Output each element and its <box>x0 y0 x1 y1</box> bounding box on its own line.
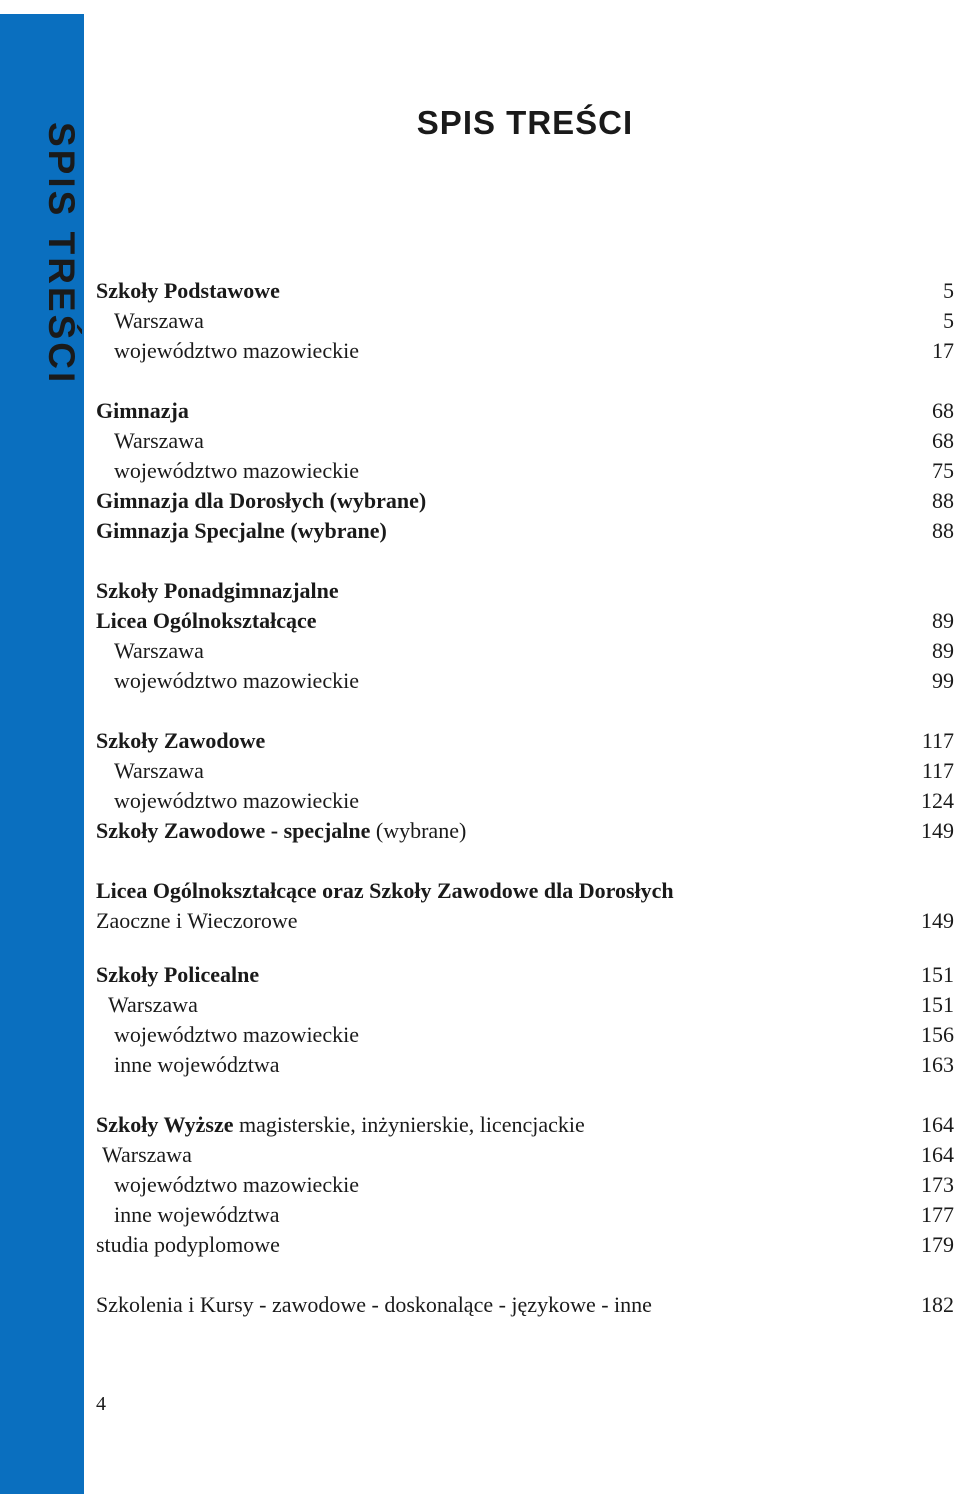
toc-page: 99 <box>932 668 954 693</box>
toc-page: 88 <box>932 518 954 543</box>
toc-page: 68 <box>932 428 954 453</box>
toc-label: Zaoczne i Wieczorowe <box>96 908 298 933</box>
toc-page: 149 <box>921 818 954 843</box>
toc-entry-wyzsze-podyplomowe[interactable] <box>96 1230 954 1260</box>
toc-entry-gimnazja-mazowieckie[interactable] <box>96 456 954 486</box>
toc-entry-wyzsze-warszawa[interactable] <box>96 1140 954 1170</box>
toc-page: 182 <box>921 1292 954 1317</box>
toc-page: 117 <box>921 728 954 753</box>
toc-entry-policealne-warszawa[interactable] <box>96 990 954 1020</box>
toc-label: Warszawa <box>114 428 204 453</box>
toc-label: Licea Ogólnokształcące <box>96 608 317 633</box>
toc-page: 179 <box>921 1232 954 1257</box>
toc-entry-zawodowe-warszawa[interactable] <box>96 756 954 786</box>
toc-section-ponadgimnazjalne <box>96 576 954 606</box>
toc-entry-gimnazja-specjalne[interactable] <box>96 516 954 546</box>
toc-page: 149 <box>921 908 954 933</box>
toc-entry-podstawowe-warszawa[interactable] <box>96 306 954 336</box>
toc-page: 88 <box>932 488 954 513</box>
toc-section-dorosli <box>96 876 954 906</box>
table-of-contents <box>96 276 954 1320</box>
toc-entry-gimnazja-dorosli[interactable] <box>96 486 954 516</box>
toc-page: 89 <box>932 638 954 663</box>
toc-label: Warszawa <box>114 758 204 783</box>
toc-label: inne województwa <box>114 1202 280 1227</box>
sidebar-title: SPIS TREŚCI <box>41 122 82 386</box>
toc-entry-zawodowe-mazowieckie[interactable] <box>96 786 954 816</box>
toc-entry-wyzsze-inne[interactable] <box>96 1200 954 1230</box>
toc-label: województwo mazowieckie <box>114 458 359 483</box>
toc-page: 151 <box>921 992 954 1017</box>
sidebar-band <box>0 14 84 1494</box>
toc-label: województwo mazowieckie <box>114 668 359 693</box>
toc-entry-podstawowe-mazowieckie[interactable] <box>96 336 954 366</box>
toc-page: 173 <box>921 1172 954 1197</box>
toc-entry-licea-mazowieckie[interactable] <box>96 666 954 696</box>
toc-label: Licea Ogólnokształcące oraz Szkoły Zawodowe dla Dorosłych <box>96 878 674 903</box>
toc-entry-gimnazja-warszawa[interactable] <box>96 426 954 456</box>
toc-entry-zawodowe-specjalne[interactable] <box>96 816 954 846</box>
toc-label-rest: (wybrane) <box>375 818 467 843</box>
toc-entry-wyzsze[interactable] <box>96 1110 954 1140</box>
toc-label: Warszawa <box>108 992 198 1017</box>
toc-label: Gimnazja dla Dorosłych (wybrane) <box>96 488 427 513</box>
toc-label: Szkoły Zawodowe <box>96 728 266 753</box>
toc-page: 124 <box>921 788 954 813</box>
toc-page: 68 <box>932 398 954 423</box>
toc-label <box>96 816 466 846</box>
toc-entry-kursy[interactable] <box>96 1290 954 1320</box>
toc-page: 156 <box>921 1022 954 1047</box>
toc-label-bold: Szkoły Zawodowe - specjalne <box>96 818 371 843</box>
toc-label: Gimnazja <box>96 398 189 423</box>
toc-entry-podstawowe[interactable] <box>96 276 954 306</box>
toc-label: Szkoły Podstawowe <box>96 278 280 303</box>
toc-page: 75 <box>932 458 954 483</box>
page-title: SPIS TREŚCI <box>416 104 634 141</box>
toc-page: 89 <box>932 608 954 633</box>
toc-page: 5 <box>943 278 954 303</box>
toc-entry-policealne-inne[interactable] <box>96 1050 954 1080</box>
toc-page: 17 <box>932 338 954 363</box>
toc-label-rest: magisterskie, inżynierskie, licencjackie <box>239 1112 585 1137</box>
toc-entry-zawodowe[interactable] <box>96 726 954 756</box>
toc-page: 163 <box>921 1052 954 1077</box>
toc-entry-policealne-mazowieckie[interactable] <box>96 1020 954 1050</box>
toc-entry-wyzsze-mazowieckie[interactable] <box>96 1170 954 1200</box>
toc-entry-licea-warszawa[interactable] <box>96 636 954 666</box>
toc-entry-policealne[interactable] <box>96 960 954 990</box>
page-number: 4 <box>96 1393 106 1415</box>
toc-label: Warszawa <box>114 638 204 663</box>
toc-label: Warszawa <box>114 308 204 333</box>
toc-label <box>96 1110 585 1140</box>
toc-label-bold: Szkoły Wyższe <box>96 1112 234 1137</box>
toc-label: Szkoły Ponadgimnazjalne <box>96 578 339 603</box>
toc-page: 117 <box>921 758 954 783</box>
toc-label: Gimnazja Specjalne (wybrane) <box>96 518 387 543</box>
toc-page: 164 <box>921 1112 954 1137</box>
toc-label: Szkoły Policealne <box>96 962 260 987</box>
toc-label: Warszawa <box>102 1142 192 1167</box>
toc-page: 5 <box>943 308 954 333</box>
toc-label: studia podyplomowe <box>96 1232 280 1257</box>
toc-entry-dorosli-zaoczne[interactable] <box>96 906 954 936</box>
toc-label: województwo mazowieckie <box>114 788 359 813</box>
toc-entry-licea[interactable] <box>96 606 954 636</box>
toc-label: Szkolenia i Kursy - zawodowe - doskonalące - językowe - inne <box>96 1292 652 1317</box>
toc-label: województwo mazowieckie <box>114 1172 359 1197</box>
toc-label: województwo mazowieckie <box>114 338 359 363</box>
toc-page: 164 <box>921 1142 954 1167</box>
toc-page: 151 <box>921 962 954 987</box>
toc-page: 177 <box>921 1202 954 1227</box>
toc-entry-gimnazja[interactable] <box>96 396 954 426</box>
toc-label: inne województwa <box>114 1052 280 1077</box>
toc-label: województwo mazowieckie <box>114 1022 359 1047</box>
